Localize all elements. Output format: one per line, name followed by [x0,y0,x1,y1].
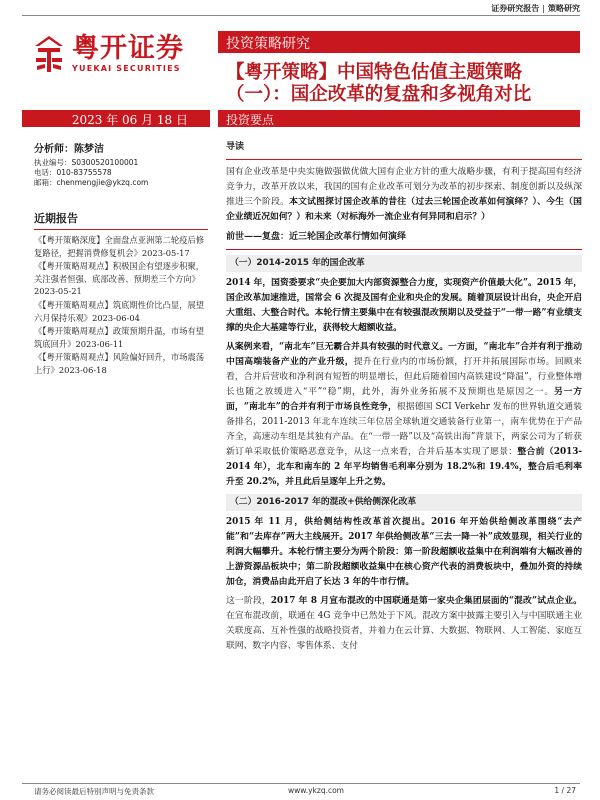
category-banner [218,31,580,53]
unicom-lead: 这一阶段， [226,596,271,606]
date-banner [22,110,210,127]
page-footer [22,783,580,797]
recent-reports [34,210,208,378]
key-points-banner [218,110,580,127]
paragraph-2014: 2014 年，国资委要求“央企要加大内部资源整合力度，实现资产价值最大化”。2015 年，国企改革加速推进，国常会 6 次提及国有企业和央企的发展。随着顶层设计出台，央企开启大重组、大整合时代。本轮行情主要集中在有较强混改预期以及受益于“一带一路”有业绩支撑的央企大基建等行业，获得较大超额收益。 [226,278,582,333]
section-heading: 前世——复盘：近三轮国企改革行情如何演绎 [226,230,582,250]
intro-text-emphasis: 本文试图探讨国企改革的昔往（过去三轮国企改革如何演绎？）、今生（国企业绩近况如何？）和未来（对标海外一流企业有何异同和启示？） [226,197,582,222]
case-lead: 从案例来看，“南北车”巨无霸合并具有较强的时代意义。一方面，“南北车”合并有利于推动中国高端装备产业的产业升级， [226,342,582,367]
recent-report-item[interactable]: 《【粤开策略周观点】政策预期升温，市场有望筑底回升》2023-06-11 [34,326,205,349]
report-type: 证券研究报告 [491,4,540,13]
analyst-info [34,140,214,188]
footer-disclaimer: 请务必阅读最后特别声明与免责条款 [34,787,154,796]
case-text: 提升在行业内的市场份额，打开并拓展国际市场。回顾来看，合并后营收和净利润有短暂的明显增长，但此后随着国内高铁建设“降温”，行业整体增长也随之放缓进入“平”“稳”期，此外，海外业务拓展不及预期也是原因之一。 [226,357,582,397]
analyst-email[interactable]: 邮箱：chenmengjie@ykzq.com [34,178,149,187]
report-date: 2023 年 06 月 18 日 [71,113,188,127]
brand-mark-icon [32,34,66,74]
paragraph-2015: 2015 年 11 月，供给侧结构性改革首次提出。2016 年开始供给侧改革围绕“去产能”和“去库存”两大主线展开。2017 年供给侧改革“三去一降一补”成效显现，相关行业的利润大幅攀升。本轮行情主要分为两个阶段：第一阶段超额收益集中在利润端有大幅改善的上游资源品板块中；第二阶段超额收益集中在核心资产代表的消费板块中，叠加外资的持续加仓，消费品由此开启了长达 3 年的牛市行情。 [226,517,582,587]
recent-report-item[interactable]: 《【粤开策略周观点】风险偏好回升，市场震荡上行》2023-06-18 [34,352,205,375]
recent-reports-title: 近期报告 [34,210,208,230]
page-number: 1 / 27 [554,786,576,795]
brand-name-en: YUEKAI SECURITIES [72,64,181,73]
report-title [226,62,586,106]
recent-report-item[interactable]: 《【粤开策略周观点】积极国企有望逐步积聚，关注强者恒强、底部改善、预期差三个方向》2023-05-21 [34,261,205,297]
case-emphasis-2: 另一方面，“南北车”的合并有利于市场良性竞争， [226,387,582,412]
intro-paragraph [226,165,582,225]
paragraph-case-study [226,340,582,490]
brand-logo [32,34,208,74]
title-line-2: （一）：国企改革的复盘和多视角对比 [226,84,532,105]
brand-name-cn: 粤开证券 [72,33,184,64]
case-emphasis-3: 整合前（2013-2014 年），北车和南车的 2 年平均销售毛利率分别为 18.2%和 19.4%，整合后毛利率升至 20.2%，并且此后呈逐年上升之势。 [226,447,582,487]
key-points-label: 投资要点 [226,113,275,127]
subsection-heading-2: （二）2016-2017 年的混改+供给侧深化改革 [226,494,582,511]
case-text-2: 根据德国 SCI Verkehr 发布的世界轨道交通装备排名，2011-2013 年北车连续三年位居全球轨道交通装备行业第一，南车优势在于产品齐全，高速动车组是其独有产品。在“一带一路”以及“高铁出海”背景下，两家公司为了斩获新订单采取低价策略恶意竞争，从这一点来看，合并后基本实现了愿景： [226,402,582,457]
report-type-label: 证券研究报告 | 策略研究 [491,4,580,13]
unicom-emphasis: 2017 年 8 月宣布混改的中国联通是第一家央企集团层面的“混改”试点企业。 [270,596,582,606]
analyst-name: 分析师：陈梦洁 [34,144,104,155]
page-header [0,0,600,16]
header-rule [22,15,580,16]
paragraph-unicom [226,594,582,654]
analyst-license: 执业编号：S0300520100001 [34,158,139,167]
footer-website[interactable]: www.ykzq.com [288,786,344,795]
recent-report-item[interactable]: 《【粤开策略深度】全面盘点亚洲第二轮疫后修复路径，把握消费修复机会》2023-05-17 [34,235,205,258]
intro-text: 国有企业改革是中央实施做强做优做大国有企业方针的重大战略步骤，有利于提高国有经济竞争力，改革开放以来，我国的国有企业改革可划分为改革的初步探索、制度创新以及纵深推进三个阶段。 [226,167,582,207]
report-subtype: 策略研究 [548,4,580,13]
intro-heading: 导读 [226,140,582,160]
subsection-heading-1: （一）2014-2015 年的国企改革 [226,255,582,272]
unicom-text: 在宣布混改前，联通在 4G 竞争中已然处于下风。混改方案中披露主要引入与中国联通主业关联度高、互补性强的战略投资者，并着力在云计算、大数据、物联网、人工智能、家庭互联网、数字内容、零售体系、支付 [226,611,582,651]
analyst-phone: 电话：010-83755578 [34,168,112,177]
category-label: 投资策略研究 [226,36,310,52]
title-line-1: 【粤开策略】中国特色估值主题策略 [226,62,523,83]
recent-report-item[interactable]: 《【粤开策略周观点】筑底期性价比凸显，展望六月保持乐观》2023-06-04 [34,299,205,323]
main-content [226,140,582,658]
